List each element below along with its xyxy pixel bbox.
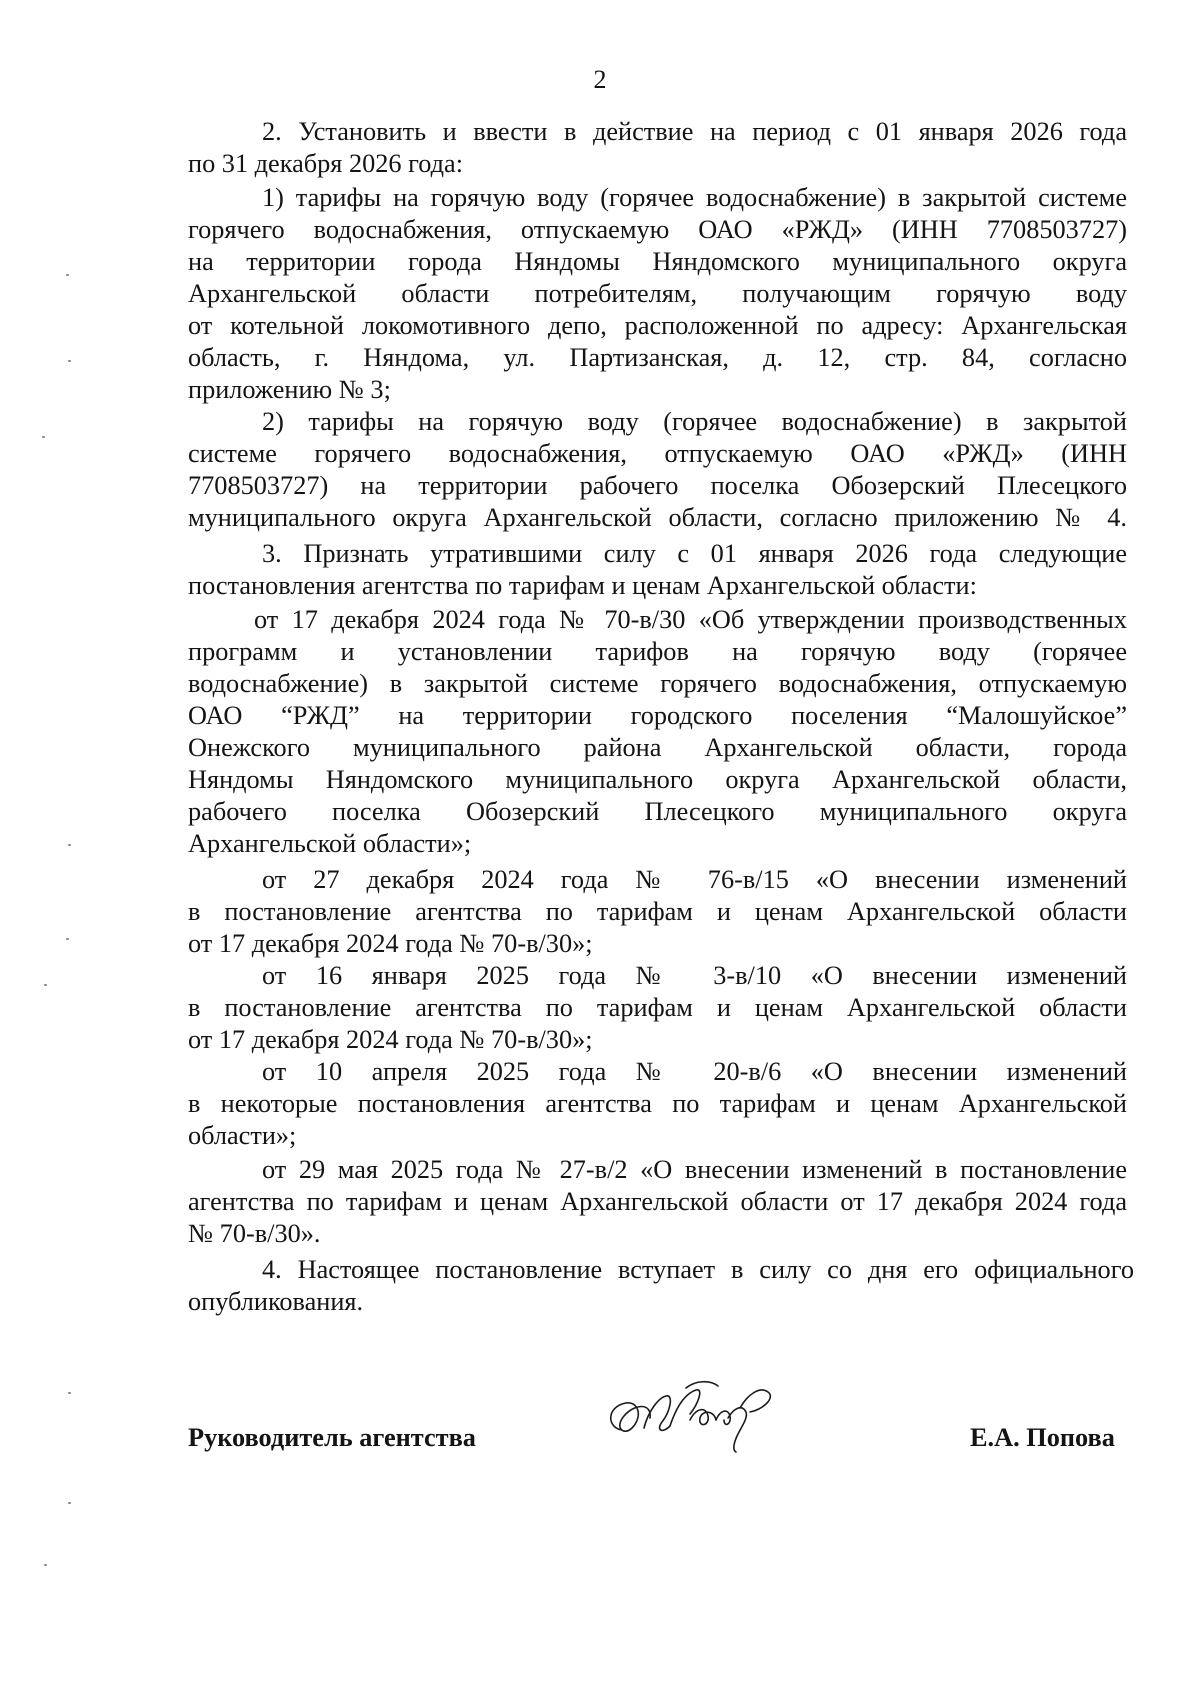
text-line: опубликования. — [188, 1287, 364, 1316]
text-line: приложению № 3; — [188, 375, 391, 404]
page-number: 2 — [593, 65, 607, 94]
scan-speck — [68, 844, 71, 846]
text-line: № 70-в/30». — [188, 1219, 321, 1248]
handwritten-signature — [600, 1368, 800, 1458]
text-line: Архангельской области»; — [188, 829, 472, 858]
text-line: от 17 декабря 2024 года № 70-в/30»; — [188, 929, 593, 958]
text-line: 3. Признать утратившими силу с 01 января 2026 года следующие — [262, 539, 1127, 568]
text-line: в постановление агентства по тарифам и ценам Архангельской области — [188, 993, 1127, 1022]
text-line: по 31 декабря 2026 года: — [188, 149, 464, 178]
scan-speck — [68, 1392, 71, 1394]
text-line: 1) тарифы на горячую воду (горячее водоснабжение) в закрытой системе — [262, 183, 1127, 212]
signatory-title: Руководитель агентства — [188, 1423, 476, 1452]
text-line: область, г. Няндома, ул. Партизанская, д. 12, стр. 84, согласно — [188, 343, 1127, 372]
scan-speck — [66, 938, 69, 940]
text-line: ОАО “РЖД” на территории городского поселения “Малошуйское” — [188, 701, 1127, 730]
text-line: от 17 декабря 2024 года № 70-в/30»; — [188, 1025, 593, 1054]
text-line: горячего водоснабжения, отпускаемую ОАО «РЖД» (ИНН 7708503727) — [188, 215, 1127, 244]
scan-speck — [66, 274, 69, 276]
scan-speck — [68, 360, 71, 362]
text-line: в постановление агентства по тарифам и ценам Архангельской области — [188, 897, 1127, 926]
text-line: 4. Настоящее постановление вступает в силу со дня его официального — [262, 1255, 1134, 1284]
text-line: Архангельской области потребителям, получающим горячую воду — [188, 279, 1127, 308]
text-line: Онежского муниципального района Архангельской области, города — [188, 733, 1127, 762]
text-line: от 27 декабря 2024 года № 76-в/15 «О внесении изменений — [262, 865, 1127, 894]
text-line: системе горячего водоснабжения, отпускаемую ОАО «РЖД» (ИНН — [188, 439, 1127, 468]
text-line: водоснабжение) в закрытой системе горячего водоснабжения, отпускаемую — [188, 669, 1127, 698]
text-line: программ и установлении тарифов на горячую воду (горячее — [188, 637, 1127, 666]
scan-speck — [42, 436, 45, 438]
scan-speck — [44, 984, 47, 986]
text-line: в некоторые постановления агентства по тарифам и ценам Архангельской — [188, 1089, 1127, 1118]
text-line: от 16 января 2025 года № 3-в/10 «О внесении изменений — [262, 961, 1127, 990]
signatory-name: Е.А. Попова — [970, 1423, 1115, 1452]
text-line: 2) тарифы на горячую воду (горячее водоснабжение) в закрытой — [262, 407, 1127, 436]
text-line: от 17 декабря 2024 года № 70-в/30 «Об утверждении производственных — [254, 605, 1127, 634]
text-line: 2. Установить и ввести в действие на период с 01 января 2026 года — [262, 117, 1127, 146]
text-line: муниципального округа Архангельской области, согласно приложению № 4. — [188, 503, 1127, 532]
text-line: Няндомы Няндомского муниципального округа Архангельской области, — [188, 765, 1127, 794]
text-line: постановления агентства по тарифам и ценам Архангельской области: — [188, 571, 977, 600]
scan-speck — [44, 1564, 47, 1566]
text-line: на территории города Няндомы Няндомского муниципального округа — [188, 247, 1127, 276]
scan-speck — [68, 1502, 71, 1504]
text-line: рабочего поселка Обозерский Плесецкого муниципального округа — [188, 797, 1127, 826]
text-line: от 10 апреля 2025 года № 20-в/6 «О внесении изменений — [262, 1057, 1127, 1086]
text-line: агентства по тарифам и ценам Архангельской области от 17 декабря 2024 года — [188, 1187, 1127, 1216]
text-line: области»; — [188, 1121, 297, 1150]
text-line: от котельной локомотивного депо, расположенной по адресу: Архангельская — [188, 311, 1127, 340]
text-line: от 29 мая 2025 года № 27-в/2 «О внесении изменений в постановление — [262, 1155, 1127, 1184]
text-line: 7708503727) на территории рабочего поселка Обозерский Плесецкого — [188, 471, 1127, 500]
